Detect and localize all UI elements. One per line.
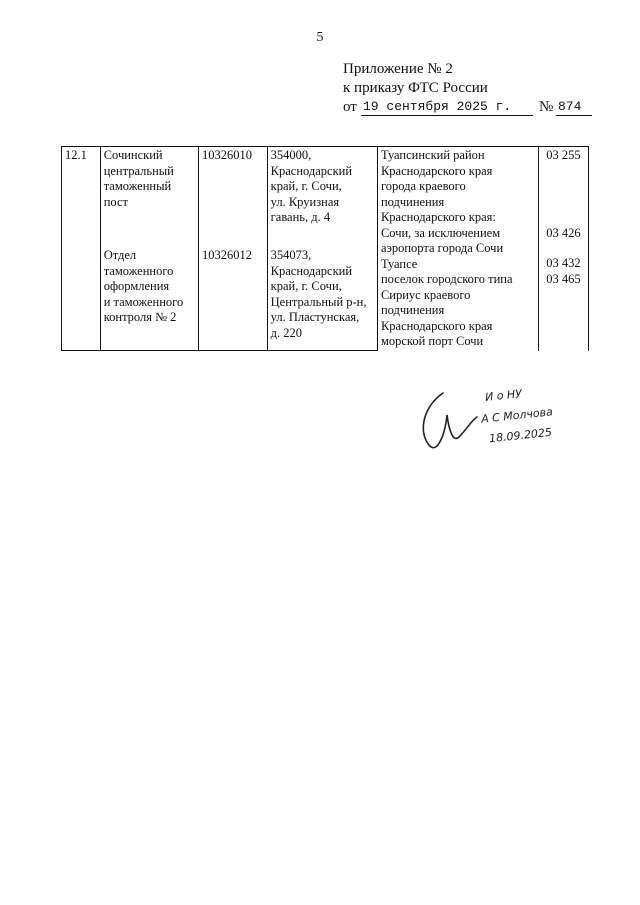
post-code: 10326010: [199, 147, 268, 234]
department-address: 354073, Краснодарский край, г. Сочи, Центральный р-н, ул. Пластунская, д. 220: [267, 247, 377, 350]
department-code: 10326012: [199, 247, 268, 350]
signature-line-1: И о НУ: [484, 387, 523, 404]
signature-date: 18.09.2025: [488, 425, 553, 446]
post-name: Сочинский центральный таможенный пост: [100, 147, 198, 234]
page-number: 5: [316, 30, 324, 45]
post-address: 354000, Краснодарский край, г. Сочи, ул. Круизная гавань, д. 4: [267, 147, 377, 234]
row-index: 12.1: [62, 147, 101, 234]
department-name: Отдел таможенного оформления и таможенного контроля № 2: [100, 247, 198, 350]
number-label: №: [539, 99, 554, 115]
region-codes: 03 255 03 426 03 432 03 465: [538, 147, 588, 351]
appendix-title: Приложение № 2: [343, 61, 453, 77]
appendix-header: [343, 60, 603, 118]
signature-line-2: А С Молчова: [480, 405, 554, 426]
order-date: 19 сентября 2025 г.: [361, 97, 533, 116]
handwritten-signature: [415, 385, 605, 465]
order-date-number: [343, 98, 603, 118]
order-reference: к приказу ФТС России: [343, 80, 488, 96]
from-label: от: [343, 99, 357, 115]
region-description: Туапсинский район Краснодарского края города краевого подчинения Краснодарского края: Сочи, за исключением аэропорта города Сочи Туапсе поселок городского типа Сириус краевого подчинения Краснодарского края морской порт Сочи: [377, 147, 538, 351]
order-number: 874: [556, 97, 592, 116]
customs-table: [61, 146, 589, 351]
table-row: [62, 147, 589, 234]
